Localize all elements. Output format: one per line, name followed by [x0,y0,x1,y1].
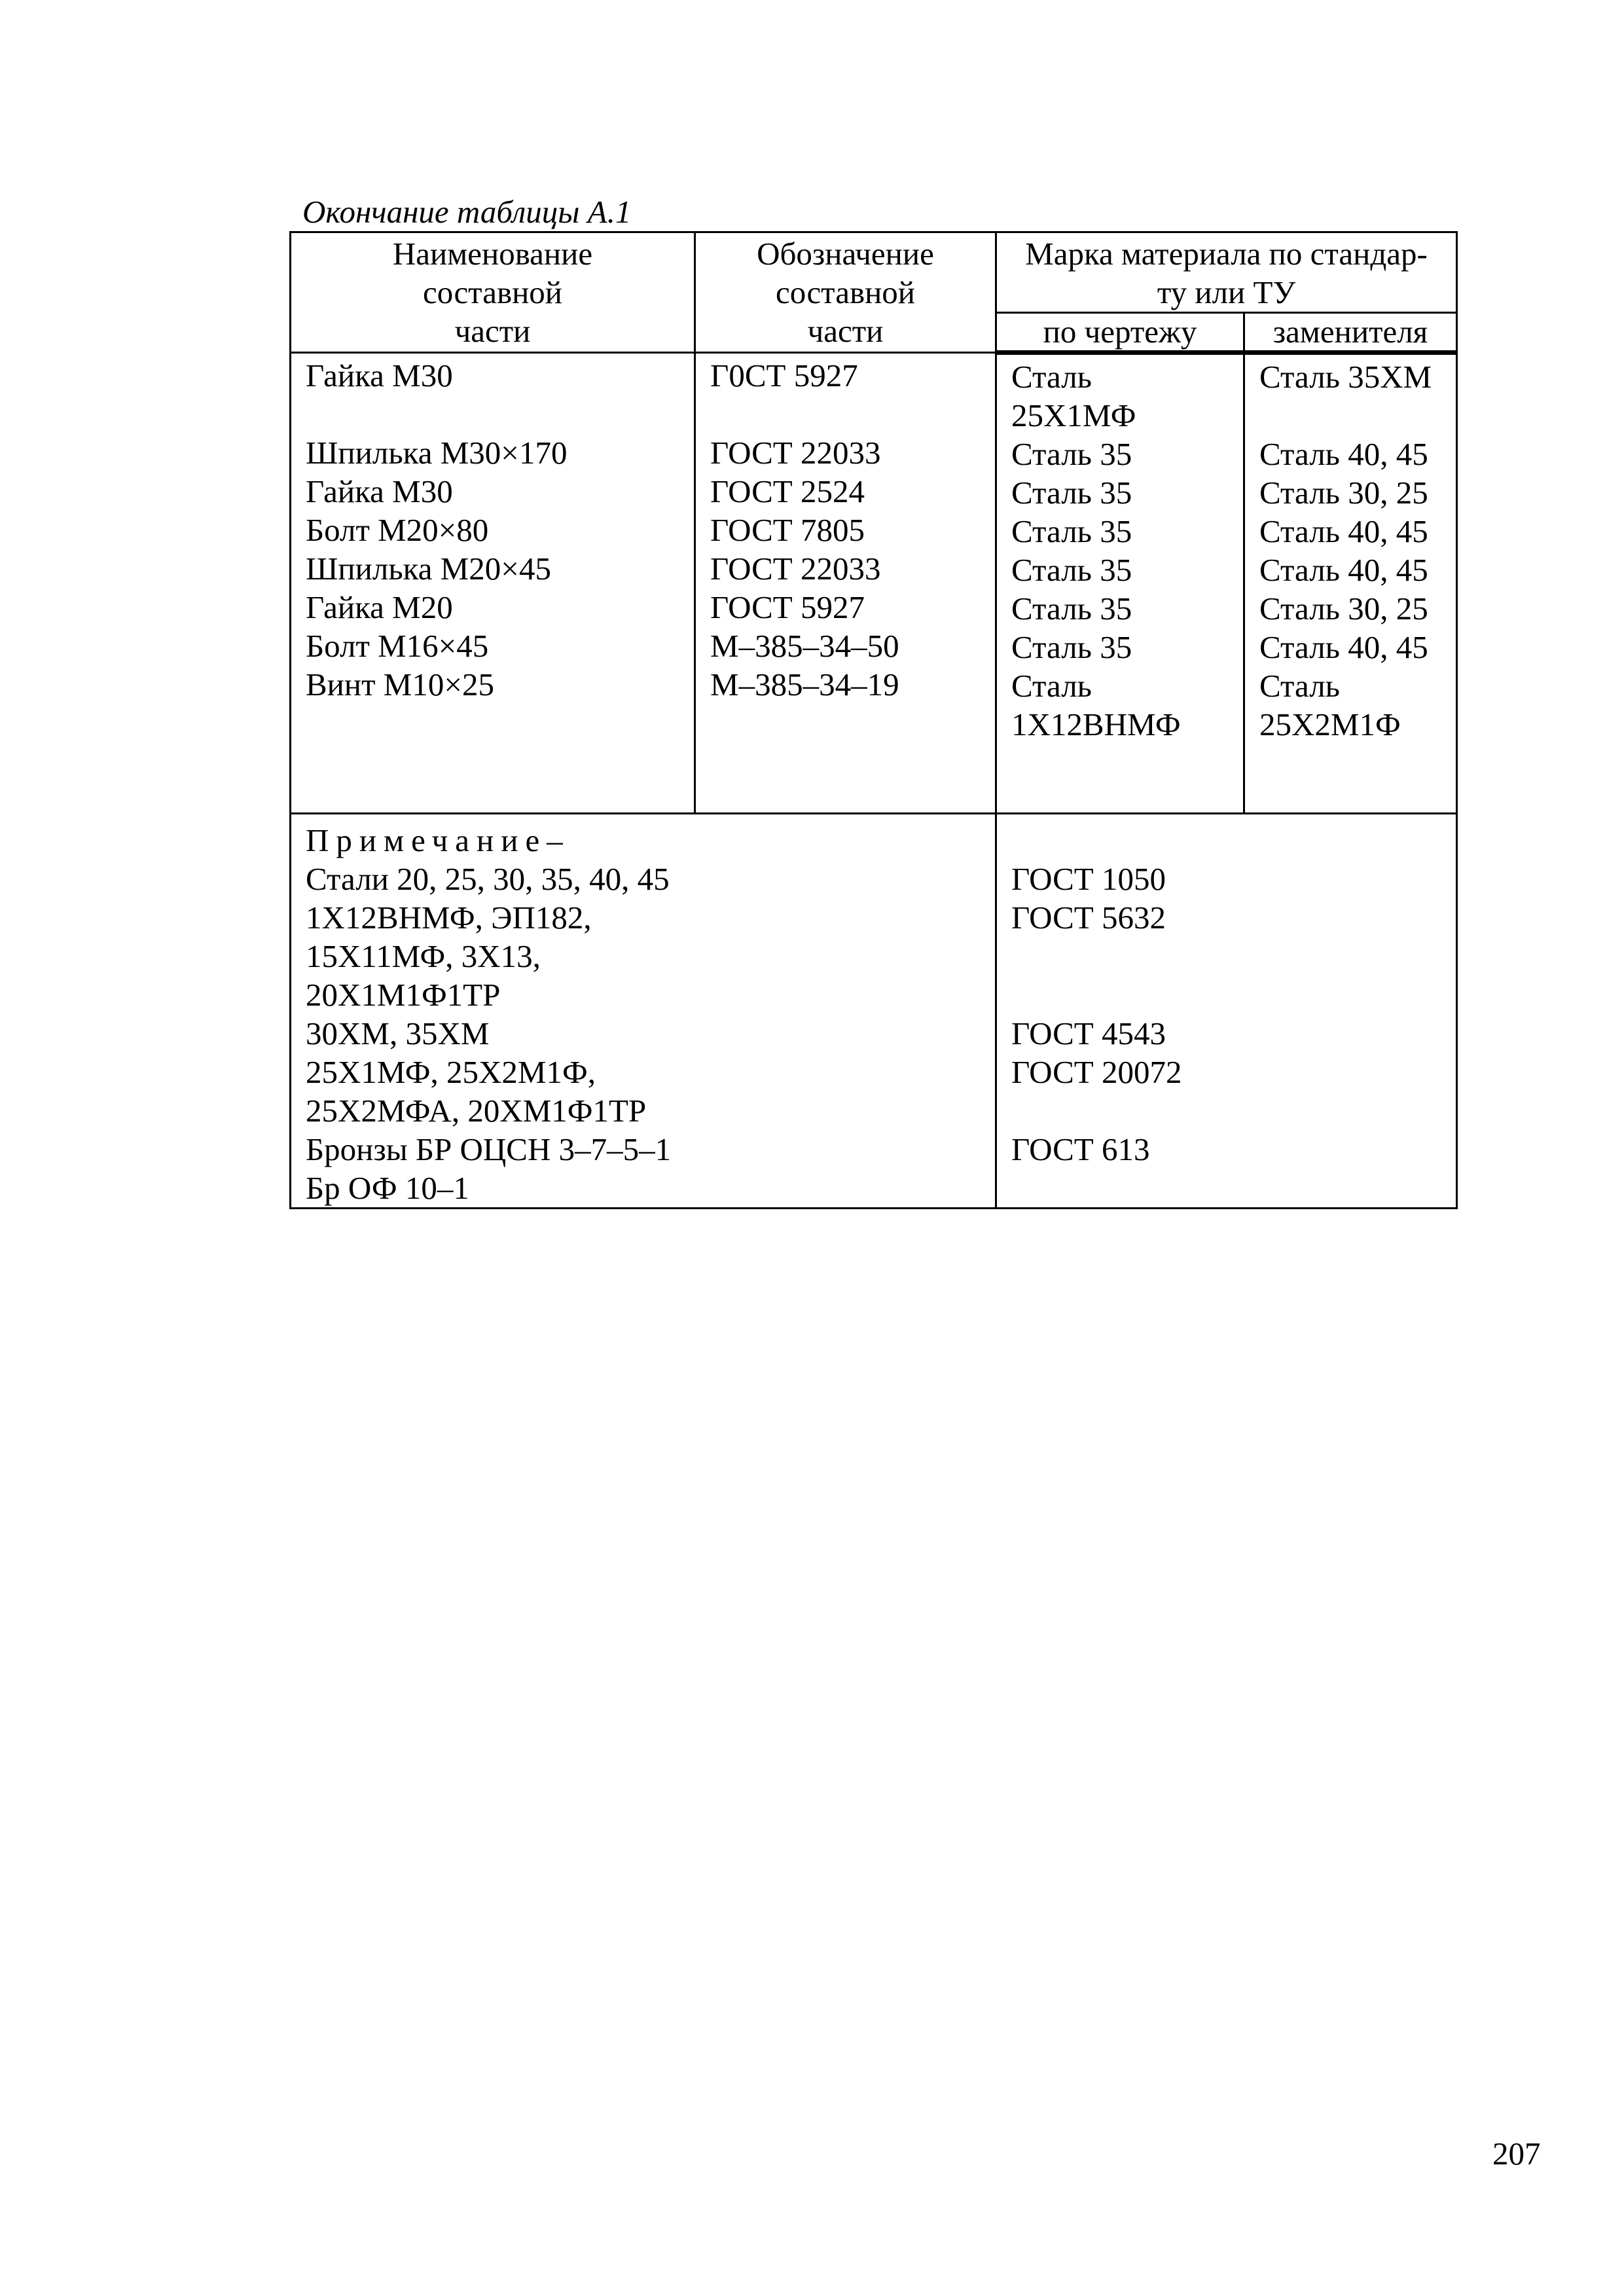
note-material: 25Х1МФ, 25Х2М1Ф, [306,1054,596,1090]
note-materials-cell [291,814,996,1209]
note-material: Стали 20, 25, 30, 35, 40, 45 [306,861,670,897]
note-row [291,814,1457,1209]
part-name: Гайка М20 [306,589,453,625]
note-standard: ГОСТ 613 [1011,1131,1150,1167]
material-substitute: Сталь 40, 45 [1259,436,1428,472]
note-standards-cell [996,814,1457,1209]
material-substitute: Сталь [1259,668,1341,704]
note-standard [1011,937,1456,975]
header-designation-line: Обозначение [757,236,934,272]
material-by-drawing: Сталь [1011,668,1092,704]
designations-column [695,353,996,814]
part-designation: ГОСТ 7805 [710,512,865,548]
header-designation [695,232,996,353]
part-designation: М–385–34–50 [710,628,899,664]
part-name: Гайка М30 [306,473,453,509]
part-name: Винт М10×25 [306,666,494,702]
note-material: Бронзы БР ОЦСН 3–7–5–1 [306,1131,672,1167]
note-material: Бр ОФ 10–1 [306,1170,469,1206]
table-caption: Окончание таблицы А.1 [302,194,632,230]
header-name-line: части [454,313,531,349]
material-by-drawing: Сталь 35 [1011,513,1132,549]
material-substitute: Сталь 40, 45 [1259,629,1428,665]
material-by-drawing: Сталь [1011,359,1092,395]
note-standard [1011,975,1456,1014]
note-material: 20Х1М1Ф1ТР [306,977,501,1013]
note-material: 30ХМ, 35ХМ [306,1015,490,1051]
body-row [291,353,1457,814]
material-by-drawing: Сталь 35 [1011,475,1132,511]
page-number: 207 [1492,2136,1541,2172]
part-designation: ГОСТ 22033 [710,551,881,587]
header-substitute: заменителя [1244,313,1457,353]
note-material: 15Х11МФ, 3Х13, [306,938,541,974]
note-material: 1Х12ВНМФ, ЭП182, [306,900,592,936]
header-designation-line: части [807,313,884,349]
header-by-drawing: по чертежу [996,313,1244,353]
part-designation: ГОСТ 2524 [710,473,865,509]
header-name-line: составной [422,274,563,310]
material-substitute: Сталь 40, 45 [1259,513,1428,549]
part-designation [710,395,995,433]
header-name-line: Наименование [392,236,593,272]
material-by-drawing: Сталь 35 [1011,436,1132,472]
part-designation: ГОСТ 5927 [710,589,865,625]
note-material: 25Х2МФА, 20ХМ1Ф1ТР [306,1093,647,1129]
material-substitute: 25Х2М1Ф [1259,706,1401,742]
part-designation: Г0СТ 5927 [710,357,858,393]
header-material-line: ту или ТУ [1157,274,1296,310]
note-standard [1011,1091,1456,1130]
note-standard: ГОСТ 20072 [1011,1054,1182,1090]
part-name [306,395,694,433]
header-row [291,232,1457,313]
by-drawing-column [996,353,1244,814]
material-substitute: Сталь 30, 25 [1259,475,1428,511]
material-substitute: Сталь 40, 45 [1259,552,1428,588]
note-standard-spacer [1011,821,1456,860]
part-name: Болт М20×80 [306,512,489,548]
part-designation: ГОСТ 22033 [710,435,881,471]
note-standard: ГОСТ 1050 [1011,861,1166,897]
names-column [291,353,695,814]
note-standard: ГОСТ 5632 [1011,900,1166,936]
part-name: Гайка М30 [306,357,453,393]
note-standard [1011,1169,1456,1207]
material-substitute [1259,396,1456,435]
material-by-drawing: 25Х1МФ [1011,397,1136,433]
header-name [291,232,695,353]
header-designation-line: составной [775,274,916,310]
material-substitute: Сталь 30, 25 [1259,591,1428,627]
note-title: Примечание– [306,822,570,858]
substitutes-column [1244,353,1457,814]
part-name: Шпилька М30×170 [306,435,568,471]
part-designation: М–385–34–19 [710,666,899,702]
material-by-drawing: 1Х12ВНМФ [1011,706,1181,742]
material-by-drawing: Сталь 35 [1011,552,1132,588]
material-by-drawing: Сталь 35 [1011,591,1132,627]
note-standard: ГОСТ 4543 [1011,1015,1166,1051]
material-by-drawing: Сталь 35 [1011,629,1132,665]
part-name: Болт М16×45 [306,628,489,664]
header-material [996,232,1457,313]
part-name: Шпилька М20×45 [306,551,551,587]
parts-table [289,231,1458,1209]
material-substitute: Сталь 35ХМ [1259,359,1432,395]
header-material-line: Марка материала по стандар- [1025,236,1428,272]
